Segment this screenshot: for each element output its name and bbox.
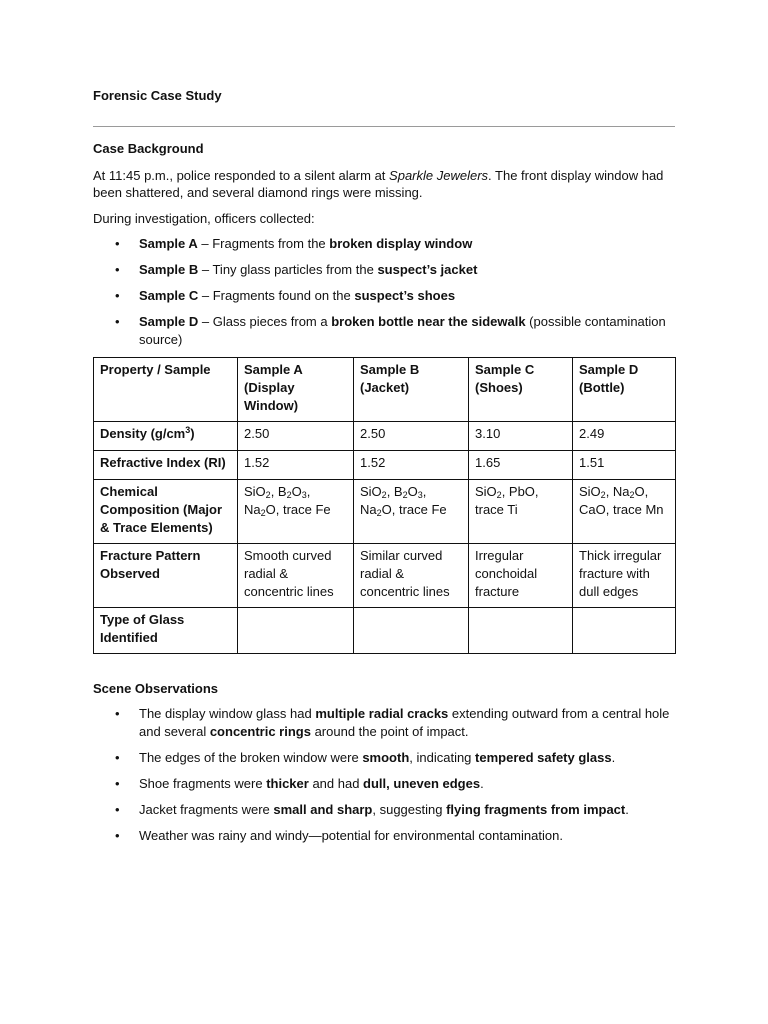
observation-text: . [611,750,616,765]
glass-properties-table [93,357,676,654]
sample-text: Fragments from the [212,236,330,251]
observation-text: , suggesting [372,802,447,817]
sample-tail: (possible contamination source) [139,314,666,347]
formula-subscript: 2 [265,490,271,500]
row-label-fracture-pattern: Fracture Pattern Observed [94,544,238,608]
table-cell: Irregular conchoidal fracture [469,544,573,608]
label-text: Density (g/cm [100,426,186,441]
table-row [94,451,676,480]
table-cell: Thick irregular fracture with dull edges [573,544,676,608]
row-label-refractive-index: Refractive Index (RI) [94,451,238,480]
sample-name: Sample A [139,236,198,251]
observation-emphasis: small and sharp [273,802,373,817]
list-item [93,775,675,793]
formula-text: , Na [605,484,630,499]
document-page [93,88,675,853]
formula-text: O, trace Fe [265,502,331,517]
observations-list [93,705,675,845]
case-background-heading: Case Background [93,141,204,156]
list-item [93,705,675,741]
empty-answer-cell[interactable] [573,608,676,654]
label-text: ) [190,426,195,441]
formula-subscript: 3 [301,490,307,500]
observation-emphasis: tempered safety glass [475,750,612,765]
bullet-icon: • [115,802,120,817]
bullet-icon: • [115,314,120,329]
observation-text: Weather was rainy and windy—potential for environmental contamination. [139,828,563,843]
formula-text: SiO [475,484,497,499]
sample-source: broken display window [329,236,473,251]
empty-answer-cell[interactable] [238,608,354,654]
formula-subscript: 2 [381,490,387,500]
sample-source: broken bottle near the sidewalk [331,314,526,329]
observation-text: . [480,776,484,791]
header-sample-a: Sample A (Display Window) [238,358,354,422]
bullet-icon: • [115,776,120,791]
sample-text: Tiny glass particles from the [212,262,378,277]
observation-text: . [625,802,629,817]
formula-text: O [407,484,418,499]
sample-source: suspect’s shoes [354,288,456,303]
observation-text: Shoe fragments were [139,776,267,791]
list-item [93,827,675,845]
formula-text: , Na [244,484,311,517]
sample-name: Sample B [139,262,199,277]
row-label-type-of-glass: Type of Glass Identified [94,608,238,654]
label-superscript: 3 [185,425,191,435]
formula-text: , PbO, trace Ti [475,484,539,517]
row-label-density [94,422,238,451]
header-sample-d: Sample D (Bottle) [573,358,676,422]
sample-name: Sample D [139,314,199,329]
paragraph-text: . The front display window had been shattered, and several diamond rings were missing. [93,168,664,200]
observation-emphasis: thicker [266,776,309,791]
empty-answer-cell[interactable] [469,608,573,654]
table-cell: 3.10 [469,422,573,451]
title-divider [93,126,675,127]
formula-text: O, trace Fe [381,502,447,517]
formula-text: , B [270,484,287,499]
observation-text: and had [308,776,364,791]
table-cell: 2.49 [573,422,676,451]
list-item [93,287,675,305]
table-cell: 2.50 [238,422,354,451]
formula-text: O [291,484,302,499]
bullet-icon: • [115,236,120,251]
empty-answer-cell[interactable] [354,608,469,654]
sample-source: suspect’s jacket [377,262,478,277]
formula-subscript: 3 [417,490,423,500]
sample-text: Glass pieces from a [212,314,332,329]
formula-text: , Na [360,484,427,517]
header-property: Property / Sample [94,358,238,422]
formula-subscript: 2 [496,490,502,500]
table-cell: Smooth curved radial & concentric lines [238,544,354,608]
observation-text: around the point of impact. [310,724,469,739]
samples-list [93,235,675,349]
table-header-row [94,358,676,422]
table-cell [354,480,469,544]
store-name: Sparkle Jewelers [389,168,489,183]
formula-text: SiO [244,484,266,499]
observation-emphasis: smooth [362,750,410,765]
observation-emphasis: multiple radial cracks [315,706,449,721]
table-row [94,544,676,608]
bullet-icon: • [115,288,120,303]
list-item [93,235,675,253]
observation-text: The display window glass had [139,706,316,721]
dash: – [198,288,213,303]
scene-observations-heading: Scene Observations [93,681,218,696]
observation-text: Jacket fragments were [139,802,274,817]
list-item [93,801,675,819]
collected-intro: During investigation, officers collected: [93,211,315,226]
list-item [93,313,675,349]
table-cell: 1.52 [238,451,354,480]
observation-text: extending outward from a central hole and several [139,706,670,739]
formula-text: O, CaO, trace Mn [579,484,664,517]
table-row [94,422,676,451]
table-row [94,608,676,654]
list-item [93,261,675,279]
bullet-icon: • [115,706,120,721]
formula-subscript: 2 [629,490,635,500]
dash: – [198,262,213,277]
table-cell: 1.51 [573,451,676,480]
table-cell [238,480,354,544]
document-title: Forensic Case Study [93,88,222,103]
list-item [93,749,675,767]
observation-emphasis: concentric rings [209,724,311,739]
formula-subscript: 2 [286,490,292,500]
table-cell: 1.65 [469,451,573,480]
bullet-icon: • [115,262,120,277]
sample-name: Sample C [139,288,199,303]
row-label-chemical-composition: Chemical Composition (Major & Trace Elements) [94,480,238,544]
formula-text: SiO [579,484,601,499]
header-sample-c: Sample C (Shoes) [469,358,573,422]
observation-emphasis: dull, uneven edges [363,776,481,791]
formula-text: SiO [360,484,382,499]
table-cell [573,480,676,544]
case-background-paragraph [93,167,675,201]
formula-subscript: 2 [402,490,408,500]
formula-subscript: 2 [600,490,606,500]
observation-emphasis: flying fragments from impact [446,802,626,817]
table-cell: 1.52 [354,451,469,480]
paragraph-text: At 11:45 p.m., police responded to a silent alarm at [93,168,390,183]
sample-text: Fragments found on the [212,288,355,303]
formula-text: , B [386,484,403,499]
bullet-icon: • [115,750,120,765]
formula-subscript: 2 [260,508,266,518]
table-cell: Similar curved radial & concentric lines [354,544,469,608]
table-cell [469,480,573,544]
dash: – [198,314,213,329]
dash: – [197,236,213,251]
observation-text: The edges of the broken window were [139,750,363,765]
bullet-icon: • [115,828,120,843]
formula-subscript: 2 [376,508,382,518]
table-cell: 2.50 [354,422,469,451]
table-row [94,480,676,544]
header-sample-b: Sample B (Jacket) [354,358,469,422]
observation-text: , indicating [409,750,476,765]
